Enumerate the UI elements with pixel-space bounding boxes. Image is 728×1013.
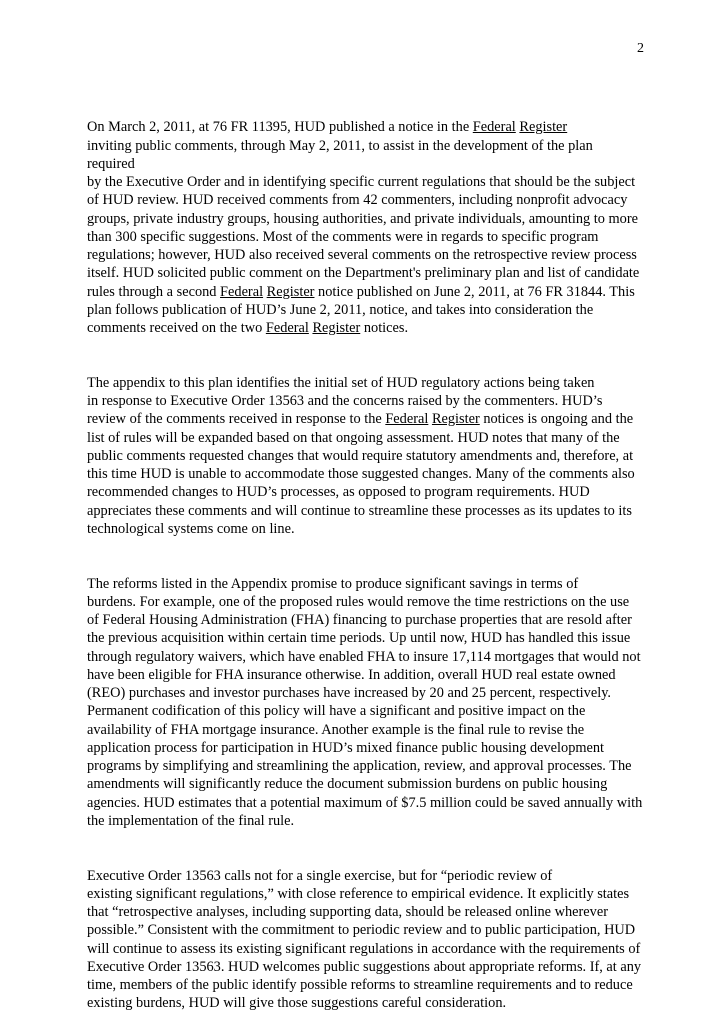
underlined-register: Register — [431, 411, 480, 428]
text-run: The reforms listed in the Appendix promise to produce significant savings in terms of burdens. For example, one of the proposed rules would remove the time restrictions on the use of Federal Housing Administration (FHA) financing to purchase properties that are resold after the previous acquisition within certain time periods. Up until now, HUD has handled this issue through regulatory waivers, which have enabled FHA to insure 17,114 mortgages that would not have been eligible for FHA insurance otherwise. In addition, overall HUD real estate owned (REO) purchases and investor purchases have increased by 20 and 25 percent, respectively. Permanent codification of this policy will have a significant and positive impact on the availability of FHA mortgage insurance. Another example is the final rule to revise the application process for participation in HUD’s mixed finance public housing development programs by simplifying and streamlining the application, review, and approval processes. The amendments will significantly reduce the document submission burdens on public housing agencies. HUD estimates that a potential maximum of $7.5 million could be saved annually with the implementation of the final rule. — [87, 575, 643, 829]
text-run: Executive Order 13563 calls not for a single exercise, but for “periodic review of existing significant regulations,” with close reference to empirical evidence. It explicitly states that “retrospective analyses, including supporting data, should be released online wherever possible.” Consistent with the commitment to periodic review and to public participation, HUD will continue to assess its existing significant regulations in accordance with the requirements of Executive Order 13563. HUD welcomes public suggestions about appropriate reforms. If, at any time, members of the public identify possible reforms to streamline requirements and to reduce existing burdens, HUD will give those suggestions careful consideration. — [87, 867, 642, 1012]
paragraph-2 — [87, 356, 643, 539]
document-body — [87, 100, 643, 1013]
underlined-federal: Federal — [265, 320, 309, 336]
underlined-federal: Federal — [472, 119, 516, 136]
paragraph-1 — [87, 100, 643, 337]
page-number: 2 — [637, 41, 644, 56]
text-run: On March 2, 2011, at 76 FR 11395, HUD published a notice in the — [87, 119, 473, 136]
text-run: notices is ongoing and the list of rules will be expanded based on that ongoing assessment. HUD notes that many of the public comments requested changes that would require statutory amendments and, therefore, at this time HUD is unable to accommodate those suggested changes. Many of the comments also recommended changes to HUD’s processes, as opposed to program requirements. HUD appreciates these comments and will continue to streamline these processes as its updates to its technological systems come on line. — [87, 411, 635, 537]
text-run: inviting public comments, through May 2, 2011, to assist in the development of the plan required by the Executive Order and in identifying specific current regulations that should be the subject of HUD review. HUD received comments from 42 commenters, including nonprofit advocacy groups, private industry groups, housing authorities, and private individuals, amounting to more than 300 specific suggestions. Most of the comments were in regards to specific program regulations; however, HUD also received several comments on the retrospective review process itself. HUD solicited public comment on the Department's preliminary plan and list of candidate rules through a second — [87, 137, 640, 300]
underlined-federal: Federal — [220, 283, 264, 300]
underlined-register: Register — [312, 320, 361, 336]
underlined-federal: Federal — [385, 411, 429, 428]
underlined-register: Register — [266, 283, 315, 300]
text-run: notices. — [360, 320, 409, 336]
paragraph-4 — [87, 848, 643, 1012]
text-run: The appendix to this plan identifies the initial set of HUD regulatory actions being taken in response to Executive Order 13563 and the concerns raised by the commenters. HUD’s review of the comments received in response to the — [87, 374, 603, 428]
text-run: notice published on June 2, 2011, at 76 FR 31844. This plan follows publication of HUD’s June 2, 2011, notice, and takes into consideration the comments received on the two — [87, 283, 635, 336]
underlined-register: Register — [519, 119, 568, 136]
paragraph-3 — [87, 556, 643, 830]
